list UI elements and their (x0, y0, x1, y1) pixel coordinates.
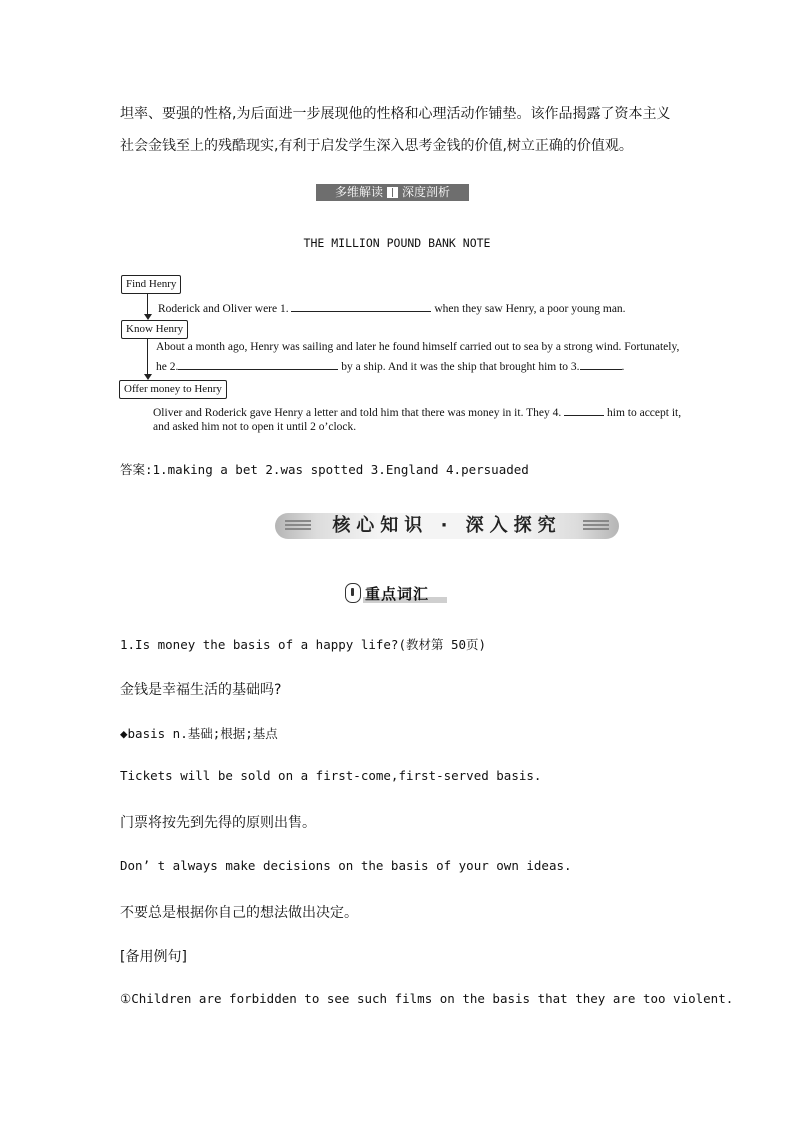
flow-text-1-b: when they saw Henry, a poor young man. (434, 303, 626, 315)
example-2-cn: 不要总是根据你自己的想法做出决定。 (120, 905, 358, 921)
flow-connector-1 (147, 293, 148, 315)
example-1: Tickets will be sold on a first-come,first-served basis. (120, 768, 542, 783)
blank-3 (580, 358, 622, 370)
intro-line-2: 社会金钱至上的残酷现实,有利于启发学生深入思考金钱的价值,树立正确的价值观。 (120, 138, 633, 154)
flow-text-2-line-1: About a month ago, Henry was sailing and later he found himself carried out to sea by a strong wind. Fortunately, (156, 341, 680, 353)
flow-text-3-a: Oliver and Roderick gave Henry a letter and told him that there was money in it. They 4. (153, 407, 562, 419)
flow-text-2-a: he 2. (156, 361, 179, 373)
section-banner (275, 513, 619, 539)
flow-text-2-line-2 (156, 358, 624, 373)
flow-text-1-a: Roderick and Oliver were 1. (158, 303, 289, 315)
section-pill (316, 184, 469, 201)
flow-text-3-line-1 (153, 404, 681, 419)
flow-connector-2 (147, 338, 148, 375)
flow-step-offer-money: Offer money to Henry (119, 380, 227, 399)
flow-text-1 (158, 300, 626, 315)
answer-line: 答案:1.making a bet 2.was spotted 3.England 4.persuaded (120, 462, 529, 477)
key-icon (345, 583, 361, 603)
vocab-question-1-cn: 金钱是幸福生活的基础吗? (120, 682, 282, 698)
spare-examples-label: [备用例句] (120, 949, 187, 965)
flow-step-find-henry: Find Henry (121, 275, 181, 294)
flow-text-2-b: by a ship. And it was the ship that brought him to 3. (341, 361, 580, 373)
spare-example-1: ①Children are forbidden to see such films on the basis that they are too violent. (120, 991, 734, 1006)
vocab-header (345, 582, 429, 604)
example-2: Don’ t always make decisions on the basis of your own ideas. (120, 858, 572, 873)
book-icon (387, 187, 398, 198)
vocab-header-label: 重点词汇 (365, 584, 430, 603)
story-title: THE MILLION POUND BANK NOTE (303, 236, 491, 250)
vocab-definition: ◆basis n.基础;根据;基点 (120, 726, 278, 741)
flow-text-3-b: him to accept it, (607, 407, 682, 419)
pill-right-label: 深度剖析 (402, 185, 451, 199)
flow-text-2-c: . (621, 361, 625, 373)
blank-1 (291, 300, 431, 312)
intro-line-1: 坦率、要强的性格,为后面进一步展现他的性格和心理活动作铺垫。该作品揭露了资本主义 (120, 106, 671, 122)
pill-left-label: 多维解读 (334, 185, 383, 199)
flow-text-3-line-2: and asked him not to open it until 2 o’clock. (153, 421, 357, 433)
blank-4 (564, 404, 604, 416)
blank-2 (178, 358, 338, 370)
flow-step-know-henry: Know Henry (121, 320, 188, 339)
banner-title: 核心知识 · 深入探究 (332, 515, 562, 536)
vocab-question-1: 1.Is money the basis of a happy life?(教材第 50页) (120, 637, 487, 652)
example-1-cn: 门票将按先到先得的原则出售。 (120, 815, 316, 831)
